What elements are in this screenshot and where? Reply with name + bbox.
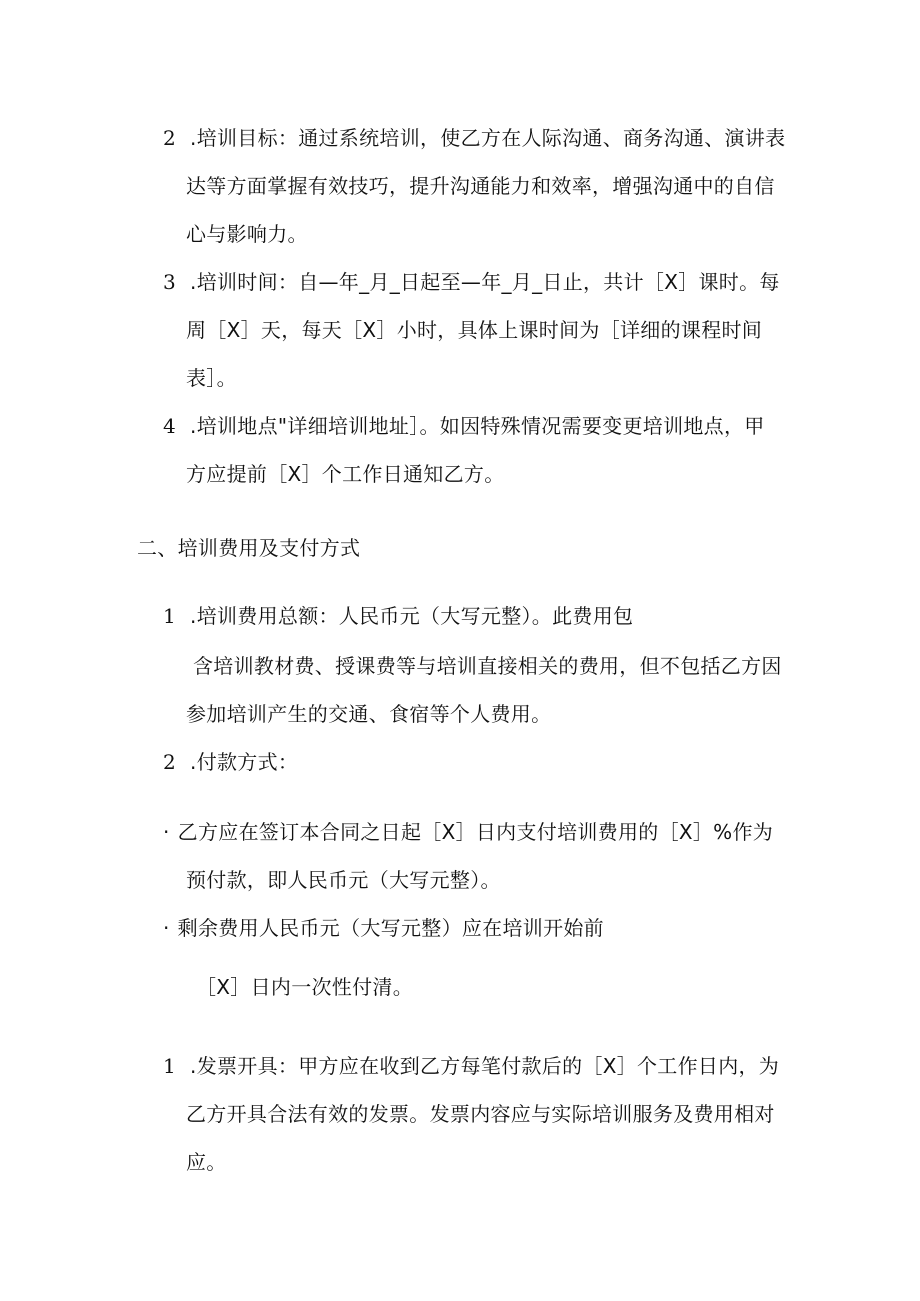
bullet-1-line-1 xyxy=(163,818,773,846)
section-2-line-3: 心与影响力。 xyxy=(186,222,308,246)
bullet-1-line-2: 预付款，即人民币元（大写元整）。 xyxy=(186,868,501,892)
section-2-line-2: 达等方面掌握有效技巧，提升沟通能力和效率，增强沟通中的自信 xyxy=(186,174,775,198)
section-3-line-2: 周［X］天，每天［X］小时，具体上课时间为［详细的课程时间 xyxy=(186,318,763,342)
payment-title: .付款方式： xyxy=(190,750,299,774)
section-2-text-1: .培训目标：通过系统培训，使乙方在人际沟通、商务沟通、演讲表 xyxy=(190,126,786,150)
invoice-text-1: .发票开具：甲方应在收到乙方每笔付款后的［X］个工作日内，为 xyxy=(190,1054,780,1078)
section-2-number: 2 xyxy=(163,126,177,150)
fee-line-1 xyxy=(163,602,633,630)
bullet-2-line-2: ［X］日内一次性付清。 xyxy=(196,975,414,999)
bullet-1-marker: · xyxy=(163,820,170,844)
section-3-number: 3 xyxy=(163,270,177,294)
bullet-2-line-1 xyxy=(163,914,604,942)
payment-line xyxy=(163,748,298,776)
fee-number: 1 xyxy=(163,604,177,628)
section-4-line-2: 方应提前［X］个工作日通知乙方。 xyxy=(186,462,505,486)
section-3-line-3: 表］。 xyxy=(186,366,237,390)
invoice-line-2: 乙方开具合法有效的发票。发票内容应与实际培训服务及费用相对 xyxy=(186,1102,775,1126)
section-heading: 二、培训费用及支付方式 xyxy=(137,536,361,560)
section-3-text-1: .培训时间：自—年_月_日起至—年_月_日止，共计［X］课时。每 xyxy=(190,270,780,294)
fee-text-1: .培训费用总额：人民币元（大写元整）。此费用包 xyxy=(190,604,634,628)
fee-line-3: 参加培训产生的交通、食宿等个人费用。 xyxy=(186,702,552,726)
section-4-number: 4 xyxy=(163,414,177,438)
section-4-line-1 xyxy=(163,412,765,440)
bullet-2-marker: · xyxy=(163,916,170,940)
section-2-line-1 xyxy=(163,124,785,152)
invoice-number: 1 xyxy=(163,1054,177,1078)
section-3-line-1 xyxy=(163,268,780,296)
invoice-line-1 xyxy=(163,1052,779,1080)
fee-line-2: 含培训教材费、授课费等与培训直接相关的费用，但不包括乙方因 xyxy=(193,654,782,678)
payment-number: 2 xyxy=(163,750,177,774)
invoice-line-3: 应。 xyxy=(186,1150,227,1174)
bullet-1-text-1: 乙方应在签订本合同之日起［X］日内支付培训费用的［X］%作为 xyxy=(177,820,774,844)
bullet-2-text-1: 剩余费用人民币元（大写元整）应在培训开始前 xyxy=(177,916,604,940)
section-4-text-1: .培训地点"详细培训地址］。如因特殊情况需要变更培训地点，甲 xyxy=(190,414,765,438)
